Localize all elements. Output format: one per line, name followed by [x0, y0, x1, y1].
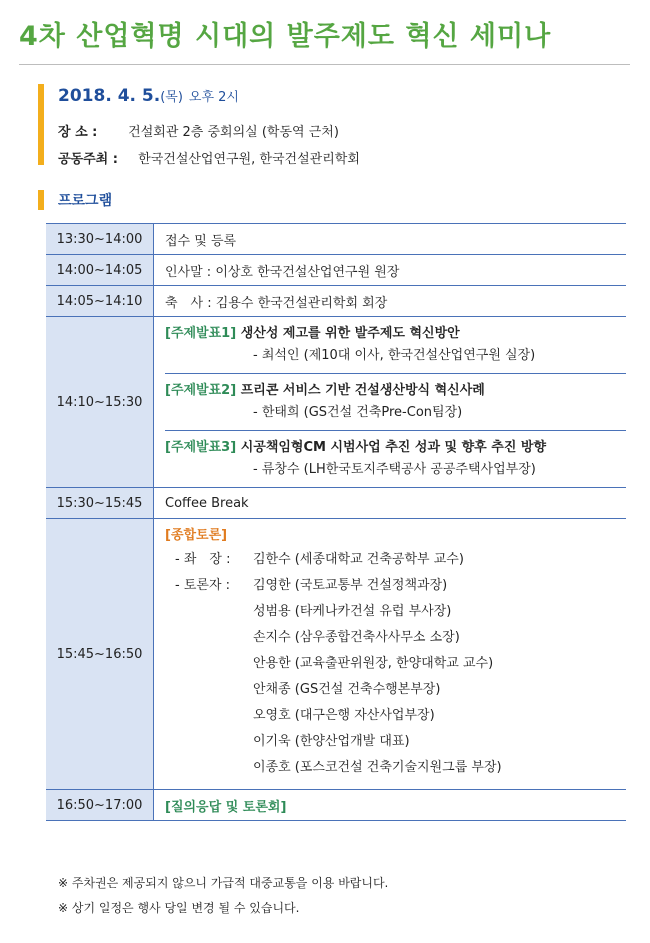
- presentation-title: 생산성 제고를 위한 발주제도 혁신방안: [240, 326, 460, 341]
- parking-note: ※ 주차권은 제공되지 않으니 가급적 대중교통을 이용 바랍니다.: [58, 876, 389, 890]
- schedule-table: [46, 223, 626, 821]
- presentation-speaker: - 류창수 (LH한국토지주택공사 공공주택사업부장): [253, 462, 536, 477]
- program-cell: 인사말 : 이상호 한국건설산업연구원 원장: [154, 255, 627, 286]
- panelist: 안채종 (GS건설 건축수행본부장): [253, 682, 441, 697]
- chair-name: 김한수 (세종대학교 건축공학부 교수): [253, 552, 464, 567]
- presentation-tag: [주제발표3]: [165, 440, 237, 455]
- time-cell: 14:00~14:05: [46, 255, 154, 286]
- table-row: [46, 488, 626, 519]
- time-cell: 16:50~17:00: [46, 790, 154, 821]
- place-label: 장 소 :: [58, 125, 98, 140]
- program-cell: 축 사 : 김용수 한국건설관리학회 회장: [154, 286, 627, 317]
- page-title: 4차 산업혁명 시대의 발주제도 혁신 세미나: [19, 21, 552, 52]
- program-cell: 접수 및 등록: [154, 224, 627, 255]
- panelist: 손지수 (삼우종합건축사사무소 소장): [253, 630, 460, 645]
- time-cell: 14:05~14:10: [46, 286, 154, 317]
- panelist: 이기욱 (한양산업개발 대표): [253, 734, 410, 749]
- program-cell: Coffee Break: [154, 488, 627, 519]
- table-row: [46, 224, 626, 255]
- time-cell: 14:10~15:30: [46, 317, 154, 488]
- info-accent-bar: [38, 84, 44, 165]
- place-value: 건설회관 2층 중회의실 (학동역 근처): [128, 125, 339, 140]
- table-row: [46, 255, 626, 286]
- table-row: [46, 286, 626, 317]
- program-cell: [질의응답 및 토론회]: [154, 790, 627, 821]
- event-host: [58, 148, 360, 167]
- date-main: 2018. 4. 5.: [58, 86, 161, 106]
- time-cell: 15:30~15:45: [46, 488, 154, 519]
- presentation-tag: [주제발표2]: [165, 383, 237, 398]
- event-place: [58, 121, 339, 140]
- panelist: 이종호 (포스코건설 건축기술지원그룹 부장): [253, 760, 502, 775]
- chair-label: - 좌 장 :: [175, 552, 231, 567]
- host-label: 공동주최 :: [58, 152, 118, 167]
- program-accent-bar: [38, 190, 44, 210]
- schedule-change-note: ※ 상기 일정은 행사 당일 변경 될 수 있습니다.: [58, 901, 300, 915]
- discussion-heading: [종합토론]: [165, 528, 228, 543]
- event-date: [58, 86, 239, 106]
- panelist: 안용한 (교육출판위원장, 한양대학교 교수): [253, 656, 494, 671]
- presentations-cell: [154, 317, 627, 488]
- presentation-tag: [주제발표1]: [165, 326, 237, 341]
- table-row: [46, 519, 626, 790]
- presentation-title: 프리콘 서비스 기반 건설생산방식 혁신사례: [240, 383, 485, 398]
- table-row: [46, 790, 626, 821]
- panel-label: - 토론자 :: [175, 578, 231, 593]
- title-divider: [19, 64, 630, 65]
- table-row: [46, 317, 626, 488]
- presentation-speaker: - 최석인 (제10대 이사, 한국건설산업연구원 실장): [253, 348, 536, 363]
- presentation-item: [165, 317, 626, 374]
- host-value: 한국건설산업연구원, 한국건설관리학회: [138, 152, 360, 167]
- presentation-title: 시공책임형CM 시범사업 추진 성과 및 향후 추진 방향: [240, 440, 547, 455]
- presentation-item: [165, 431, 626, 487]
- time-cell: 15:45~16:50: [46, 519, 154, 790]
- program-heading: 프로그램: [58, 193, 113, 209]
- panelist: 성범용 (타케나카건설 유럽 부사장): [253, 604, 452, 619]
- presentation-speaker: - 한태희 (GS건설 건축Pre-Con팀장): [253, 405, 463, 420]
- date-time: 오후 2시: [188, 90, 239, 105]
- panelist: 김영한 (국토교통부 건설정책과장): [253, 578, 448, 593]
- time-cell: 13:30~14:00: [46, 224, 154, 255]
- discussion-cell: [154, 519, 627, 790]
- date-day: (목): [160, 90, 183, 105]
- panelist: 오영호 (대구은행 자산사업부장): [253, 708, 435, 723]
- presentation-item: [165, 374, 626, 431]
